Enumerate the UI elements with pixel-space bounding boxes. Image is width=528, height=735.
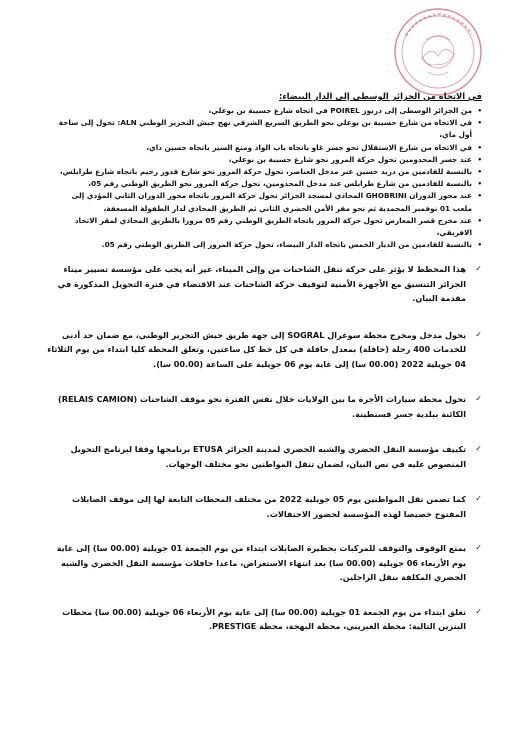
route-item xyxy=(52,166,482,178)
bullet-dot-icon: • xyxy=(477,143,482,152)
bullet-dot-icon: • xyxy=(477,192,482,201)
route-text: في الاتجاه من شارع الاستقلال نحو جسر غاو باتجاه باب الواد ومنع السير باتجاه حسين داي، xyxy=(146,142,472,152)
measure-item xyxy=(46,605,482,634)
route-item xyxy=(52,190,482,214)
measure-item xyxy=(46,328,482,372)
bullet-dot-icon: • xyxy=(477,180,482,189)
routes-heading: في الاتجاه من الجزائر الوسطى إلى الدار البيضاء: xyxy=(279,91,482,101)
route-text: بالنسبة للقادمين من شارع طرابلس عند مدخل المحدومين، تحول حركة المرور نحو الطريق الوطني رقم 05، xyxy=(88,179,472,189)
measure-text: تغلق ابتداء من يوم الجمعة 01 جويلية (00.00 سا) إلى غاية يوم الأربعاء 06 جويلية (00.00 سا) محطات البنزين التالية: محطة الغبريني، محطة البهجة، محطة PRESTIGE. xyxy=(62,606,466,631)
measure-text: كما تضمن نقل المواطنين يوم 05 جويلية 2022 من مختلف المحطات التابعة لها إلى موقف الصابلات المفتوح خصيصا لهذه المؤسسة لحضور الاحتفالات. xyxy=(72,494,466,519)
checkmark-icon: ✓ xyxy=(475,264,482,273)
measure-item xyxy=(46,262,482,306)
route-item xyxy=(52,239,482,251)
checkmark-icon: ✓ xyxy=(475,494,482,503)
route-text: في الاتجاه من شارع حسيبة بن بوعلي نحو الطريق السريع الشرقي نهج جيش التحرير الوطني ALN: تحول إلى ساحة أول ماي، xyxy=(58,118,472,140)
measure-item xyxy=(46,442,482,471)
seal-stamp-icon xyxy=(392,6,484,98)
checkmark-icon: ✓ xyxy=(475,444,482,453)
bullet-dot-icon: • xyxy=(477,168,482,177)
route-text: من الجزائر الوسطى إلى دربوز POIREL في اتجاه شارع حسيبة بن بوعلي، xyxy=(208,106,472,115)
routes-section xyxy=(52,90,482,251)
bullet-dot-icon: • xyxy=(477,155,482,164)
route-text: بالنسبة للقادمين من دريد حسين عبر مدخل العناصر، تحول حركة المرور نحو شارع قدور رحيم باتجاه شارع طرابلس، xyxy=(59,167,472,177)
measure-text: تكييف مؤسسة النقل الحضري والشبه الحضري لمدينة الجزائر ETUSA برنامجها وفقا لبرنامج التحويل المنصوص عليه في نص البيان، لضمان تنقل المواطنين نحو مختلف الوجهات. xyxy=(70,444,466,469)
route-item xyxy=(52,154,482,166)
measure-text: هذا المخطط لا يؤثر على حركة تنقل الشاحنات من وإلى الميناء، غير أنه يجب على مؤسسة تسيير ميناء الجزائر التنسيق مع الأجهزة الأمنية لتوقيف حركة الشاحنات عند الاقتضاء في فترة التحويل المذكورة في مقدمة البيان. xyxy=(57,264,466,303)
checkmark-icon: ✓ xyxy=(475,394,482,403)
measure-text: تحول محطة سيارات الأجرة ما بين الولايات خلال نفس الفترة نحو موقف الشاحنات (RELAIS CAMION) الكائنة ببلدية جسر قسنطينة. xyxy=(58,394,466,419)
measure-text: يحول مدخل ومخرج محطة سوغرال SOGRAL إلى جهة طريق جيش التحرير الوطني، مع ضمان حد أدنى للخدمات 400 رحلة (حافلة) بمعدل حافلة في كل خط كل ساعتين، وتغلق المحطة كليا ابتداء من يوم الثلاثاء 04 جويلية 2022 (00.00 سا) إلى غاية يوم 06 جويلية على الساعة (00.00 سا). xyxy=(47,329,466,369)
measure-text: يمنع الوقوف والتوقف للمركبات بحظيرة الصابلات ابتداء من يوم الجمعة 01 جويلية (00.00 سا) إلى غاية يوم الأربعاء 06 جويلية (00.00 سا) بعد انتهاء الاستعراض، ماعدا حافلات مؤسسة النقل الحضري والشبه الحضري المكلفة بنقل الراجلين. xyxy=(56,543,466,582)
route-item xyxy=(52,215,482,239)
measure-item xyxy=(46,541,482,585)
route-text: عند جسر المحدومين تحول حركة المرور نحو شارع حسيبة بن بوعلي، xyxy=(228,154,472,164)
bullet-dot-icon: • xyxy=(477,107,482,115)
route-item xyxy=(52,117,482,141)
route-text: عند مخرج قصر المعارض تحول حركة المرور باتجاه الطريق الوطني رقم 05 مرورا بالطريق المحاذي لمقر الاتحاد الافريقي، xyxy=(74,215,472,238)
bullet-dot-icon: • xyxy=(477,241,482,250)
bullet-dot-icon: • xyxy=(477,119,482,128)
route-item xyxy=(52,105,482,117)
checkmark-icon: ✓ xyxy=(475,606,482,616)
measure-item xyxy=(46,392,482,421)
measure-item xyxy=(46,492,482,521)
route-item xyxy=(52,142,482,154)
route-item xyxy=(52,178,482,190)
bullet-dot-icon: • xyxy=(477,216,482,225)
measures-section xyxy=(46,262,482,634)
route-text: بالنسبة للقادمين من الديار الخمس باتجاه الدار البيضاء، تحول حركة المرور إلى الطريق الوطني رقم 05. xyxy=(101,240,472,250)
route-text: عند محور الدوران GHOBRINI المحاذي لمسجد الجزائر تحول حركة المرور باتجاه محور الدوران الثاني المؤدي إلى ملعب 01 نوفمبر المحمدية ثم نحو مقر الأمن الحضري الثاني ثم الطريق المحاذي لدار الطفولة المسعفة، xyxy=(71,191,472,213)
checkmark-icon: ✓ xyxy=(475,543,482,552)
seal-stamp-graphic xyxy=(392,6,484,98)
checkmark-icon: ✓ xyxy=(475,329,482,339)
